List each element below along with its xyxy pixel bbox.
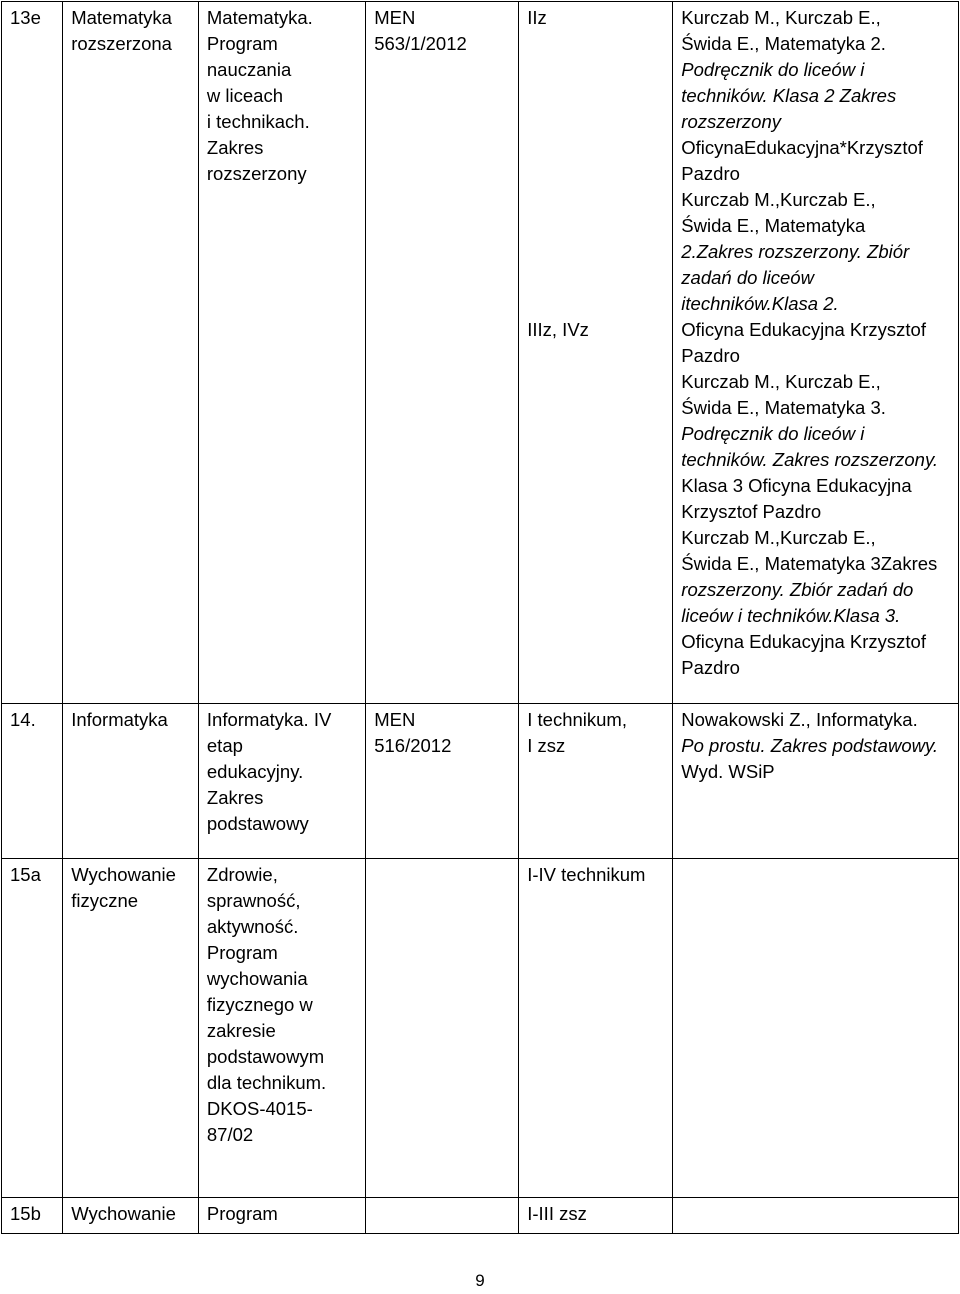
textbook-line: Pazdro <box>681 163 740 184</box>
textbook-line: Podręcznik do liceów i <box>681 423 865 444</box>
textbook-line: Świda E., Matematyka 3. <box>681 397 886 418</box>
textbook-line: Oficyna Edukacyjna Krzysztof <box>681 631 926 652</box>
cell-classes: I-IV technikum <box>519 859 673 1198</box>
textbook-line: Po prostu. Zakres podstawowy. <box>681 735 938 756</box>
cell-men-number <box>366 1198 519 1234</box>
cell-subject: Matematyka rozszerzona <box>63 2 199 704</box>
cell-program: Zdrowie, sprawność, aktywność. Program wychowania fizycznego w zakresie podstawowym dla technikum. DKOS-4015- 87/02 <box>198 859 365 1198</box>
cell-textbooks <box>673 1198 959 1234</box>
textbook-line: Kurczab M.,Kurczab E., <box>681 527 876 548</box>
cell-program: Matematyka. Program nauczania w liceach i technikach. Zakres rozszerzony <box>198 2 365 704</box>
textbook-line: itechników.Klasa 2. <box>681 293 839 314</box>
textbook-line: OficynaEdukacyjna*Krzysztof <box>681 137 923 158</box>
textbook-line: techników. Klasa 2 Zakres <box>681 85 897 106</box>
textbook-line: rozszerzony. Zbiór zadań do <box>681 579 914 600</box>
cell-classes: I-III zsz <box>519 1198 673 1234</box>
table-row <box>2 859 959 1198</box>
textbook-line: Podręcznik do liceów i <box>681 59 865 80</box>
cell-classes: I technikum, I zsz <box>519 704 673 859</box>
textbook-line: Nowakowski Z., Informatyka. <box>681 709 918 730</box>
cell-subject: Informatyka <box>63 704 199 859</box>
cell-subject: Wychowanie <box>63 1198 199 1234</box>
cell-nr: 13e <box>2 2 63 704</box>
cell-men-number: MEN 516/2012 <box>366 704 519 859</box>
cell-program: Informatyka. IV etap edukacyjny. Zakres podstawowy <box>198 704 365 859</box>
textbook-line: liceów i techników.Klasa 3. <box>681 605 901 626</box>
cell-textbooks <box>673 859 959 1198</box>
cell-subject: Wychowanie fizyczne <box>63 859 199 1198</box>
cell-program: Program <box>198 1198 365 1234</box>
textbook-line: 2.Zakres rozszerzony. Zbiór <box>681 241 910 262</box>
cell-classes: IIz IIIz, IVz <box>519 2 673 704</box>
textbook-line: Pazdro <box>681 657 740 678</box>
textbook-line: Wyd. WSiP <box>681 761 775 782</box>
textbook-line: Świda E., Matematyka 3Zakres <box>681 553 938 574</box>
table-row <box>2 704 959 859</box>
page-number: 9 <box>475 1271 485 1290</box>
cell-nr: 14. <box>2 704 63 859</box>
textbook-line: Pazdro <box>681 345 740 366</box>
textbook-line: Kurczab M., Kurczab E., <box>681 371 881 392</box>
cell-nr: 15b <box>2 1198 63 1234</box>
cell-men-number <box>366 859 519 1198</box>
cell-men-number: MEN 563/1/2012 <box>366 2 519 704</box>
textbook-line: techników. Zakres rozszerzony. <box>681 449 938 470</box>
cell-textbooks <box>673 704 959 859</box>
textbook-line: Kurczab M., Kurczab E., <box>681 7 881 28</box>
table-row <box>2 2 959 704</box>
textbook-line: Oficyna Edukacyjna Krzysztof <box>681 319 926 340</box>
textbook-line: Klasa 3 Oficyna Edukacyjna <box>681 475 912 496</box>
textbook-line: Krzysztof Pazdro <box>681 501 822 522</box>
textbook-line: Świda E., Matematyka <box>681 215 866 236</box>
cell-textbooks <box>673 2 959 704</box>
textbook-line: Kurczab M.,Kurczab E., <box>681 189 876 210</box>
cell-nr: 15a <box>2 859 63 1198</box>
textbook-line: rozszerzony <box>681 111 782 132</box>
curriculum-table <box>1 1 959 1234</box>
textbook-line: zadań do liceów <box>681 267 814 288</box>
textbook-line: Świda E., Matematyka 2. <box>681 33 886 54</box>
table-row <box>2 1198 959 1234</box>
